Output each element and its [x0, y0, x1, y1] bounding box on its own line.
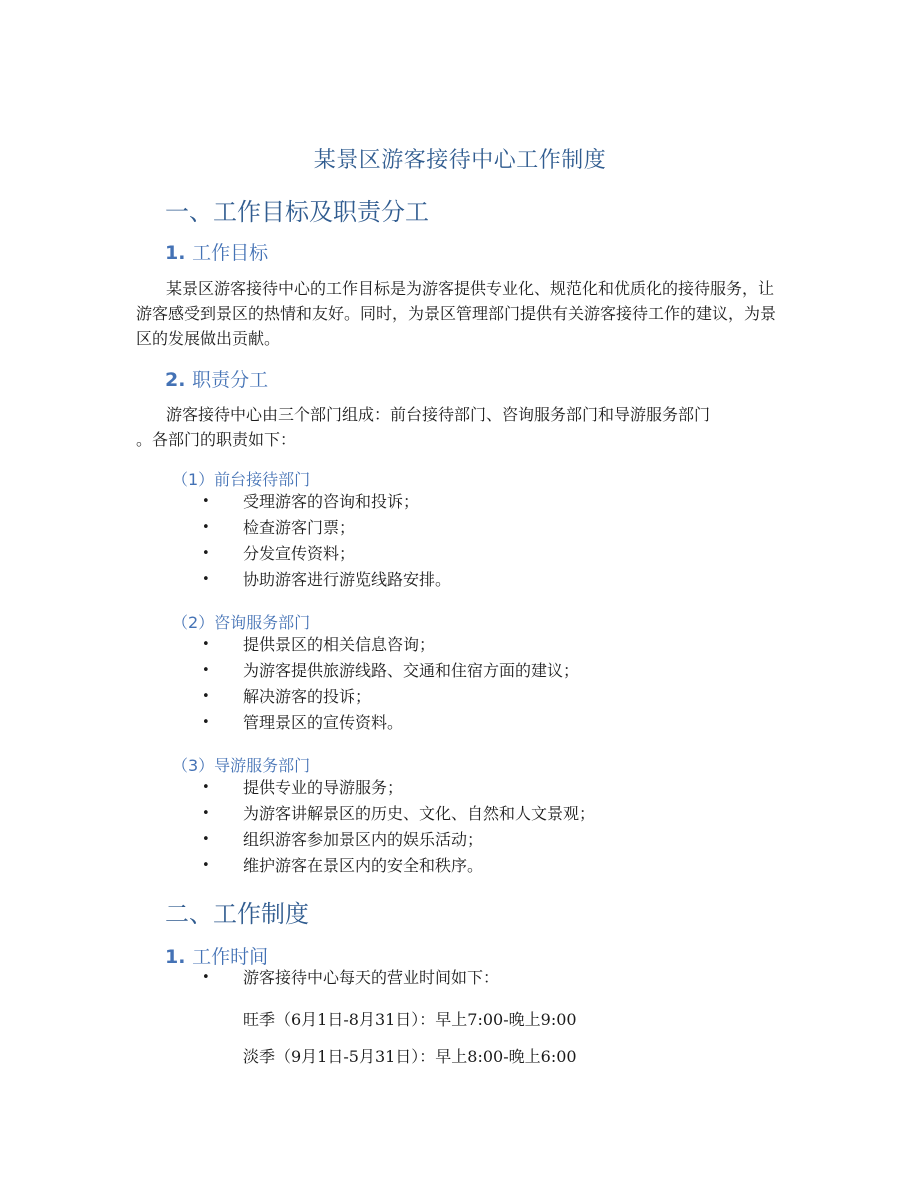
list-item	[0, 567, 920, 593]
list-item-text: 为游客讲解景区的历史、文化、自然和人文景观；	[243, 804, 596, 823]
list-item-text: 组织游客参加景区内的娱乐活动；	[243, 830, 484, 849]
subsection-number: 1.	[165, 946, 186, 968]
list-item-text: 维护游客在景区内的安全和秩序。	[243, 856, 484, 875]
list-item-text: 管理景区的宣传资料。	[243, 713, 404, 732]
list-item-text: 协助游客进行游览线路安排。	[243, 570, 452, 589]
bullet-icon: •	[202, 572, 210, 587]
bullet-icon: •	[202, 637, 210, 652]
dept-consult-list	[0, 632, 920, 736]
list-item	[0, 710, 920, 736]
duties-paragraph-line: 游客接待中心由三个部门组成：前台接待部门、咨询服务部门和导游服务部门	[166, 405, 711, 424]
list-item	[0, 515, 920, 541]
subsection-goal-heading	[165, 238, 268, 265]
bullet-icon: •	[202, 715, 210, 730]
list-item	[0, 965, 920, 991]
list-item	[0, 489, 920, 515]
subsection-duties-heading	[165, 365, 268, 392]
dept-guide-heading: （3）导游服务部门	[172, 756, 311, 775]
list-item	[0, 658, 920, 684]
subsection-label: 职责分工	[192, 369, 269, 391]
list-item	[0, 775, 920, 801]
section1-heading: 一、工作目标及职责分工	[165, 198, 429, 226]
section2-heading: 二、工作制度	[165, 900, 309, 928]
document-title: 某景区游客接待中心工作制度	[313, 148, 607, 173]
peak-season-hours: 旺季（6月1日-8月31日）：早上7:00-晚上9:00	[243, 1010, 577, 1029]
duties-paragraph	[136, 402, 788, 452]
list-item	[0, 632, 920, 658]
list-item	[0, 801, 920, 827]
duties-paragraph-line: 。各部门的职责如下：	[136, 430, 297, 449]
list-item-text: 游客接待中心每天的营业时间如下：	[243, 968, 500, 987]
bullet-icon: •	[202, 494, 210, 509]
subsection-number: 2.	[165, 369, 186, 391]
bullet-icon: •	[202, 970, 210, 985]
dept-guide-list	[0, 775, 920, 879]
bullet-icon: •	[202, 858, 210, 873]
list-item	[0, 541, 920, 567]
list-item-text: 分发宣传资料；	[243, 544, 356, 563]
subsection-label: 工作时间	[192, 946, 269, 968]
list-item-text: 提供专业的导游服务；	[243, 778, 404, 797]
dept-consult-heading: （2）咨询服务部门	[172, 613, 311, 632]
list-item-text: 受理游客的咨询和投诉；	[243, 492, 420, 511]
bullet-icon: •	[202, 832, 210, 847]
list-item-text: 检查游客门票；	[243, 518, 356, 537]
list-item-text: 解决游客的投诉；	[243, 687, 372, 706]
list-item	[0, 684, 920, 710]
subsection-label: 工作目标	[192, 242, 269, 264]
bullet-icon: •	[202, 689, 210, 704]
dept-frontdesk-list	[0, 489, 920, 593]
dept-frontdesk-heading: （1）前台接待部门	[172, 470, 311, 489]
goal-paragraph: 某景区游客接待中心的工作目标是为游客提供专业化、规范化和优质化的接待服务，让游客感受到景区的热情和友好。同时，为景区管理部门提供有关游客接待工作的建议，为景区的发展做出贡献。	[136, 279, 777, 348]
bullet-icon: •	[202, 663, 210, 678]
off-season-hours: 淡季（9月1日-5月31日）：早上8:00-晚上6:00	[243, 1047, 577, 1066]
subsection-number: 1.	[165, 242, 186, 264]
hours-list	[0, 965, 920, 991]
bullet-icon: •	[202, 780, 210, 795]
list-item-text: 提供景区的相关信息咨询；	[243, 635, 436, 654]
bullet-icon: •	[202, 546, 210, 561]
list-item-text: 为游客提供旅游线路、交通和住宿方面的建议；	[243, 661, 580, 680]
bullet-icon: •	[202, 520, 210, 535]
bullet-icon: •	[202, 806, 210, 821]
list-item	[0, 827, 920, 853]
list-item	[0, 853, 920, 879]
